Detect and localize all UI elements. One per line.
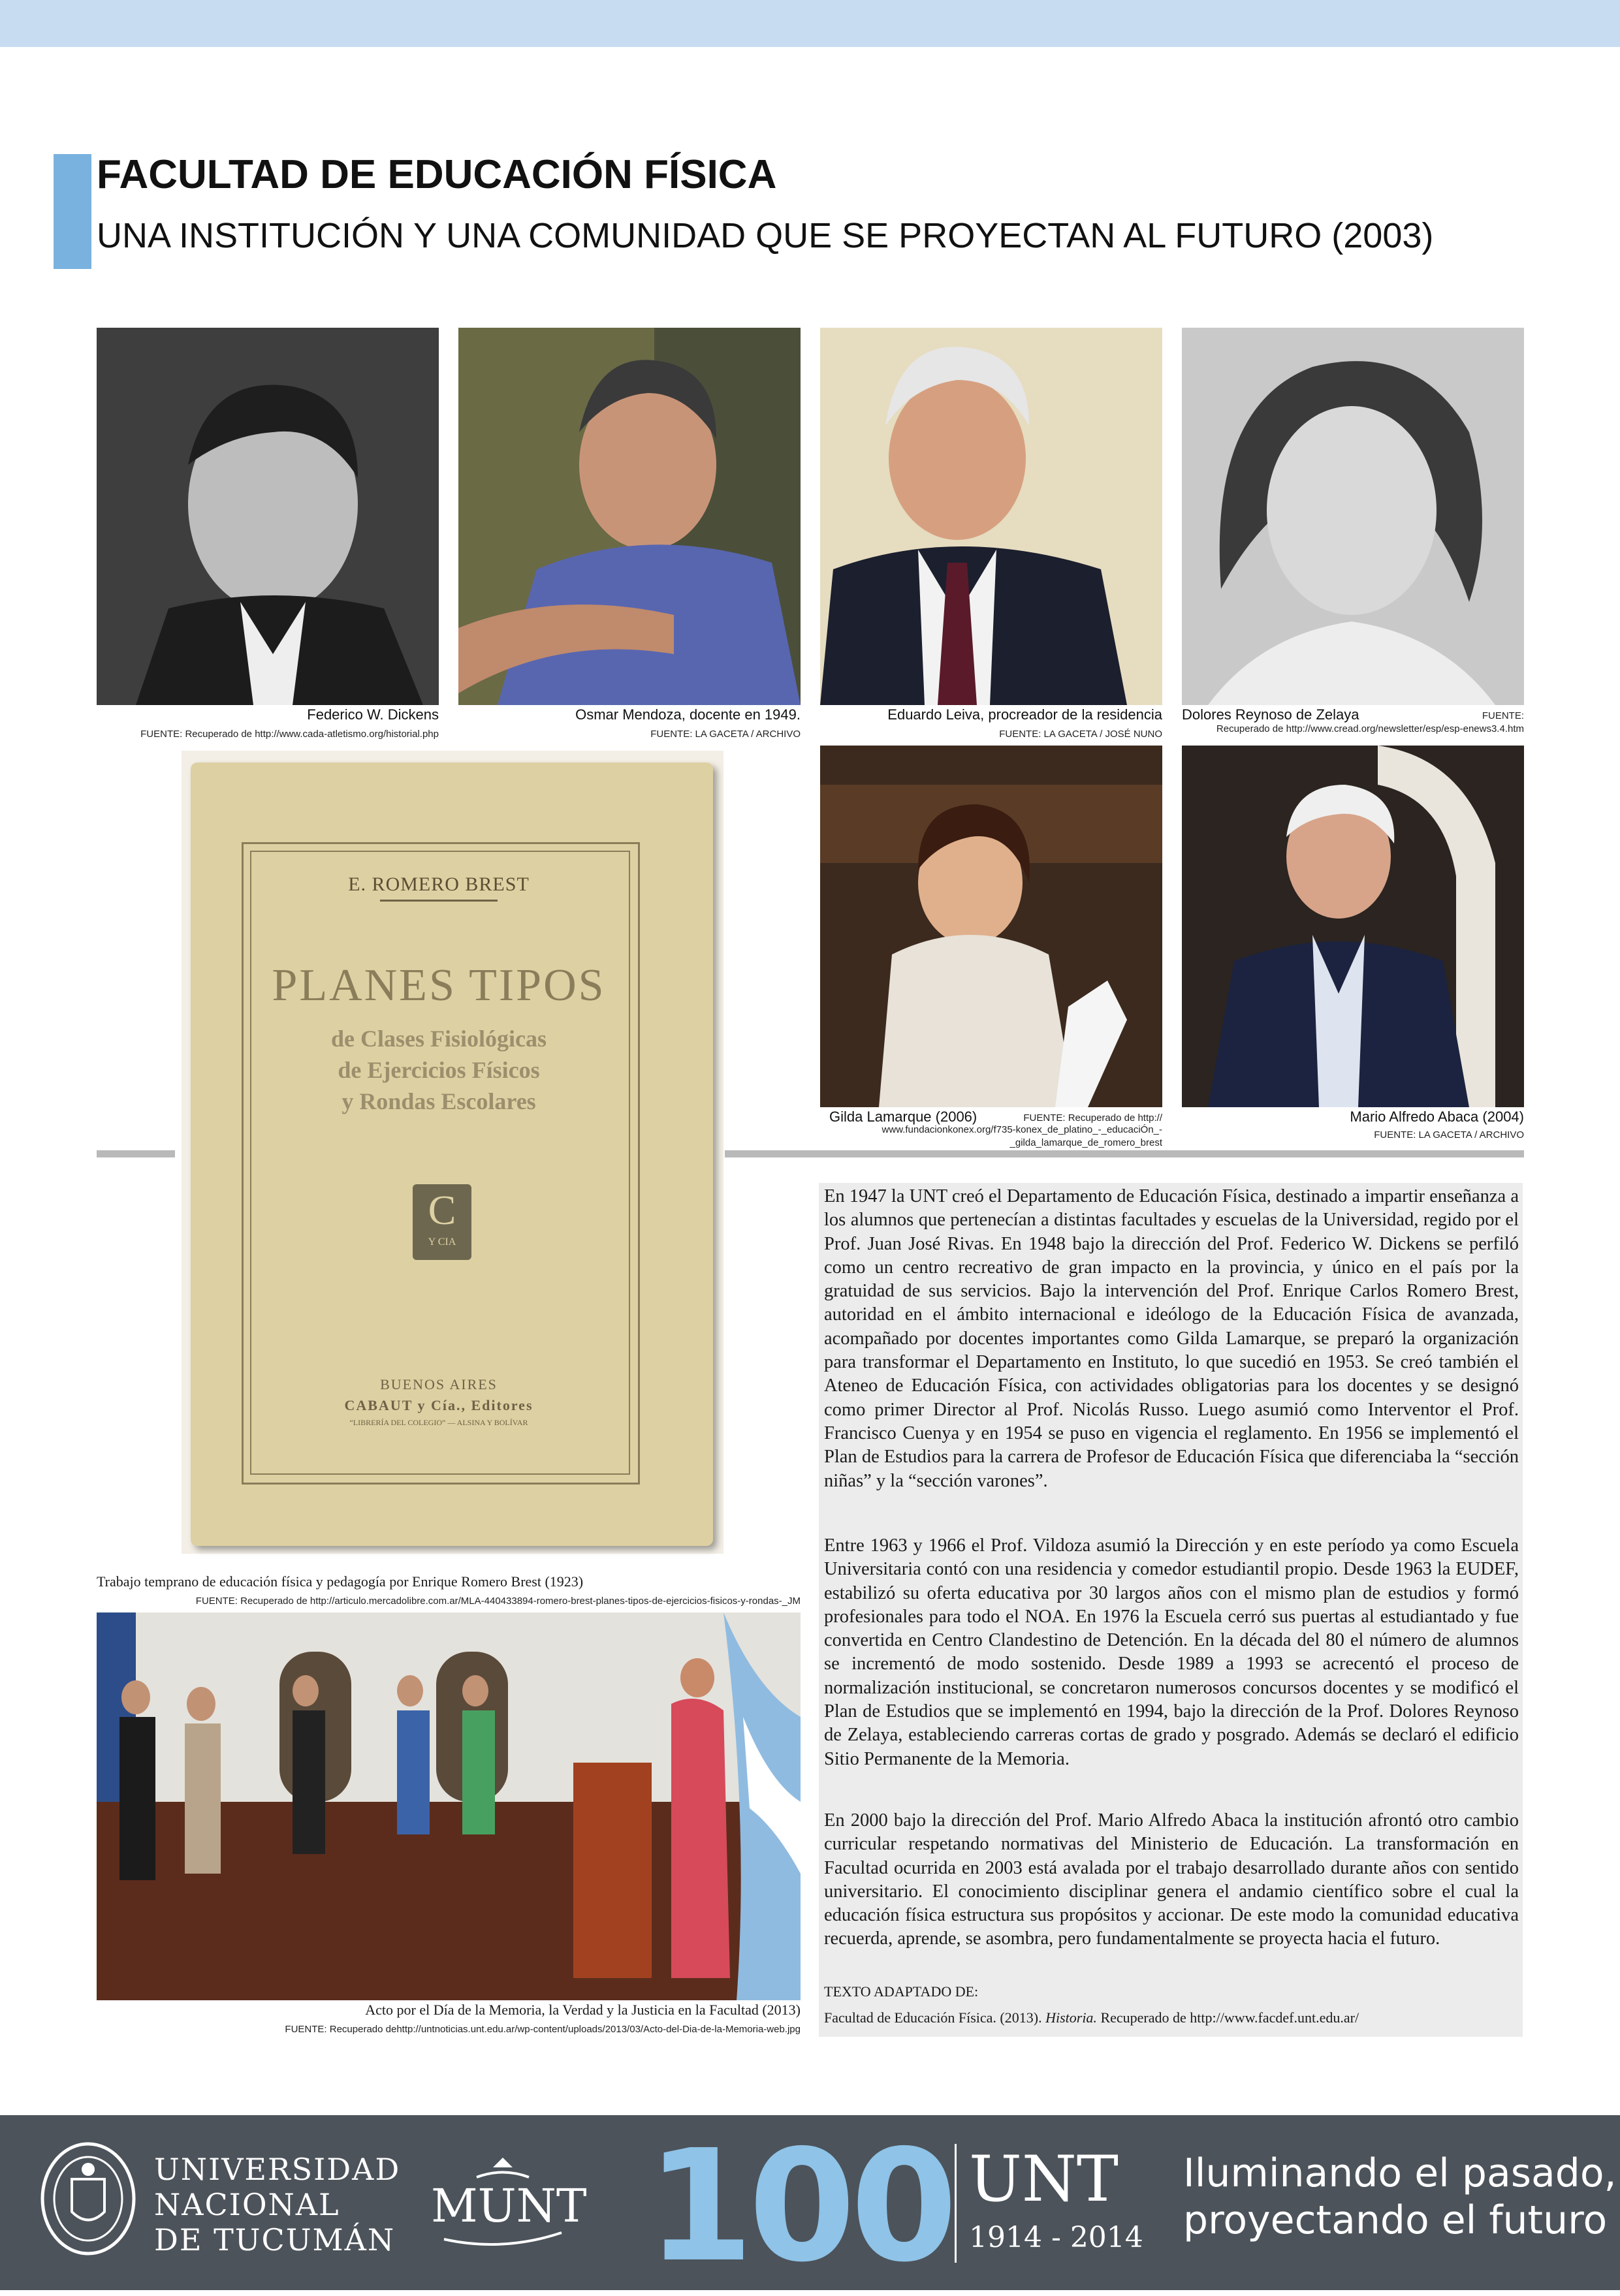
divider-rule (725, 1150, 1524, 1157)
event-source: FUENTE: Recuperado dehttp://untnoticias.unt.edu.ar/wp-content/uploads/2013/03/Acto-del-Dia-de-la-Memoria-web.jpg (285, 2024, 801, 2035)
text-reference: Facultad de Educación Física. (2013). Historia. Recuperado de http://www.facdef.unt.edu.ar/ (824, 2009, 1359, 2026)
book-caption: Trabajo temprano de educación física y pedagogía por Enrique Romero Brest (1923) (97, 1573, 584, 1590)
history-paragraph-1: En 1947 la UNT creó el Departamento de Educación Física, destinado a impartir enseñanza a los alumnos que pertenecían a distintas facultades y escuelas de la Universidad, regido por el Prof. Juan José Rivas. En 1948 bajo la dirección del Prof. Federico W. Dickens se perfiló como un centro recreativo de gran impacto en la provincia, y único en el país por la gratuidad de sus servicios. Bajo la intervención del Prof. Enrique Carlos Romero Brest, autoridad en el ámbito internacional e ideólogo de la Educación Física de avanzada, acompañado por docentes importantes como Gilda Lamarque, se preparó la organización para transformar el Departamento en Instituto, lo que sucedió en 1953. Se creó también el Ateneo de Educación Física, con actividades obligatorias para los docentes y se designó como primer Director al Prof. Nicolás Russo. Luego asumió como Interventor el Prof. Francisco Cuenya y en 1954 se puso en vigencia el reglamento. En 1956 se implementó el Plan de Estudios para la carrera de Profesor de Educación Física que diferenciaba la “sección niñas” y la “sección varones”. (824, 1186, 1519, 1491)
book-subtitle-line: de Clases Fisiológicas (331, 1026, 547, 1052)
book-title: PLANES TIPOS (272, 960, 606, 1011)
monogram-small: Y CIA (428, 1236, 456, 1248)
photo-source: FUENTE: LA GACETA / JOSÉ NUNO (999, 729, 1162, 740)
slogan-line: proyectando el futuro (1183, 2197, 1608, 2243)
footer-divider (955, 2144, 957, 2263)
photo-source: FUENTE: LA GACETA / ARCHIVO (650, 729, 801, 740)
photo-dolores-reynoso (1182, 328, 1524, 705)
photo-mario-abaca (1182, 746, 1524, 1107)
photo-gilda-lamarque (820, 746, 1162, 1107)
photo-source: FUENTE: LA GACETA / ARCHIVO (1374, 1129, 1524, 1140)
photo-source: Recuperado de http://www.cread.org/newsletter/esp/esp-enews3.4.htm (1216, 723, 1524, 734)
photo-source-label: FUENTE: (1482, 710, 1524, 721)
photo-caption: Mario Alfredo Abaca (2004) (1350, 1109, 1524, 1125)
unt-seal-logo (39, 2140, 137, 2257)
monogram-letter: C (428, 1187, 456, 1233)
book-author: E. ROMERO BREST (348, 873, 530, 895)
photo-caption: Dolores Reynoso de Zelaya (1182, 706, 1359, 723)
book-imprint: “LIBRERÍA DEL COLEGIO” — ALSINA Y BOLÍVAR (349, 1418, 528, 1427)
photo-caption: Eduardo Leiva, procreador de la residencia (887, 706, 1162, 723)
slogan-line: Iluminando el pasado, (1183, 2150, 1617, 2196)
photo-osmar-mendoza (458, 328, 801, 705)
title-accent-bar (54, 154, 91, 269)
centenary-100-logo: 100 (646, 2116, 953, 2296)
history-paragraph-3: En 2000 bajo la dirección del Prof. Mario Alfredo Abaca la institución afrontó otro cambio curricular respetando normativas del Ministerio de Educación. La transformación en Facultad ocurrida en 2003 está avalada por el trabajo desarrollado durante años con sentido universitario. El conocimiento disciplinar genera el andamio científico sobre el cual la educación física estructura sus propósitos y accionar. De este modo la comunidad educativa recuerda, aprende, se asombra, pero fundamentalmente se proyecta hacia el futuro. (824, 1810, 1519, 1949)
photo-source: FUENTE: Recuperado de http:// (1023, 1112, 1162, 1124)
divider-rule (97, 1150, 175, 1157)
publisher-monogram (413, 1184, 471, 1260)
photo-caption: Federico W. Dickens (307, 706, 439, 723)
top-color-band (0, 0, 1620, 47)
centenary-years: 1914 - 2014 (969, 2221, 1143, 2254)
munt-logo (431, 2154, 587, 2252)
photo-source: FUENTE: Recuperado de http://www.cada-atletismo.org/historial.php (140, 729, 439, 740)
photo-eduardo-leiva (820, 328, 1162, 705)
book-photo (182, 751, 723, 1554)
adapted-label: TEXTO ADAPTADO DE: (824, 1983, 979, 2000)
book-source: FUENTE: Recuperado de http://articulo.mercadolibre.com.ar/MLA-440433894-romero-brest-planes-tipos-de-ejercicios-fisicos-y-rondas-_JM (195, 1596, 801, 1607)
book-publisher: CABAUT y Cía., Editores (344, 1397, 533, 1413)
book-subtitle-line: de Ejercicios Físicos (338, 1057, 540, 1083)
photo-caption: Osmar Mendoza, docente en 1949. (575, 706, 801, 723)
university-name-line: DE TUCUMÁN (154, 2222, 396, 2257)
university-name-line: NACIONAL (154, 2187, 340, 2222)
university-name-line: UNIVERSIDAD (154, 2152, 401, 2187)
page-title: FACULTAD DE EDUCACIÓN FÍSICA (97, 152, 777, 197)
book-city: BUENOS AIRES (380, 1376, 498, 1392)
photo-source: _gilda_lamarque_de_romero_brest (1009, 1137, 1162, 1148)
munt-wordmark: MUNT (431, 2179, 587, 2233)
book-subtitle-line: y Rondas Escolares (341, 1088, 536, 1114)
photo-caption: Gilda Lamarque (2006) (829, 1109, 977, 1125)
unt-wordmark: UNT (969, 2143, 1119, 2216)
photo-federico-dickens (97, 328, 439, 705)
book-cover (191, 763, 713, 1546)
event-caption: Acto por el Día de la Memoria, la Verdad y la Justicia en la Facultad (2013) (365, 2002, 801, 2018)
photo-memorial-event (97, 1612, 801, 2000)
page-subtitle: UNA INSTITUCIÓN Y UNA COMUNIDAD QUE SE PROYECTAN AL FUTURO (2003) (97, 216, 1434, 255)
history-paragraph-2: Entre 1963 y 1966 el Prof. Vildoza asumió la Dirección y en este período ya como Escuela Universitaria contó con una residencia y comedor estudiantil propio. Desde 1963 la EUDEF, estabilizó su oferta educativa por 30 largos años con el mismo plan de estudios y formó profesionales para todo el NOA. En 1976 la Escuela cerró sus puertas al estudiantado y fue convertida en Centro Clandestino de Detención. En la década del 80 el número de alumnos se incrementó de modo sostenido. Desde 1989 a 1993 se acrecentó el proceso de normalización institucional, se concretaron numerosos concursos docentes y se modificó el Plan de Estudios que se implementó en 1994, bajo la dirección de la Prof. Dolores Reynoso de Zelaya, estableciendo carreras cortas de grado y posgrado. Además se declaró el edificio Sitio Permanente de la Memoria. (824, 1535, 1519, 1769)
photo-source: www.fundacionkonex.org/f735-konex_de_platino_-_educaciÓn_- (881, 1124, 1162, 1135)
